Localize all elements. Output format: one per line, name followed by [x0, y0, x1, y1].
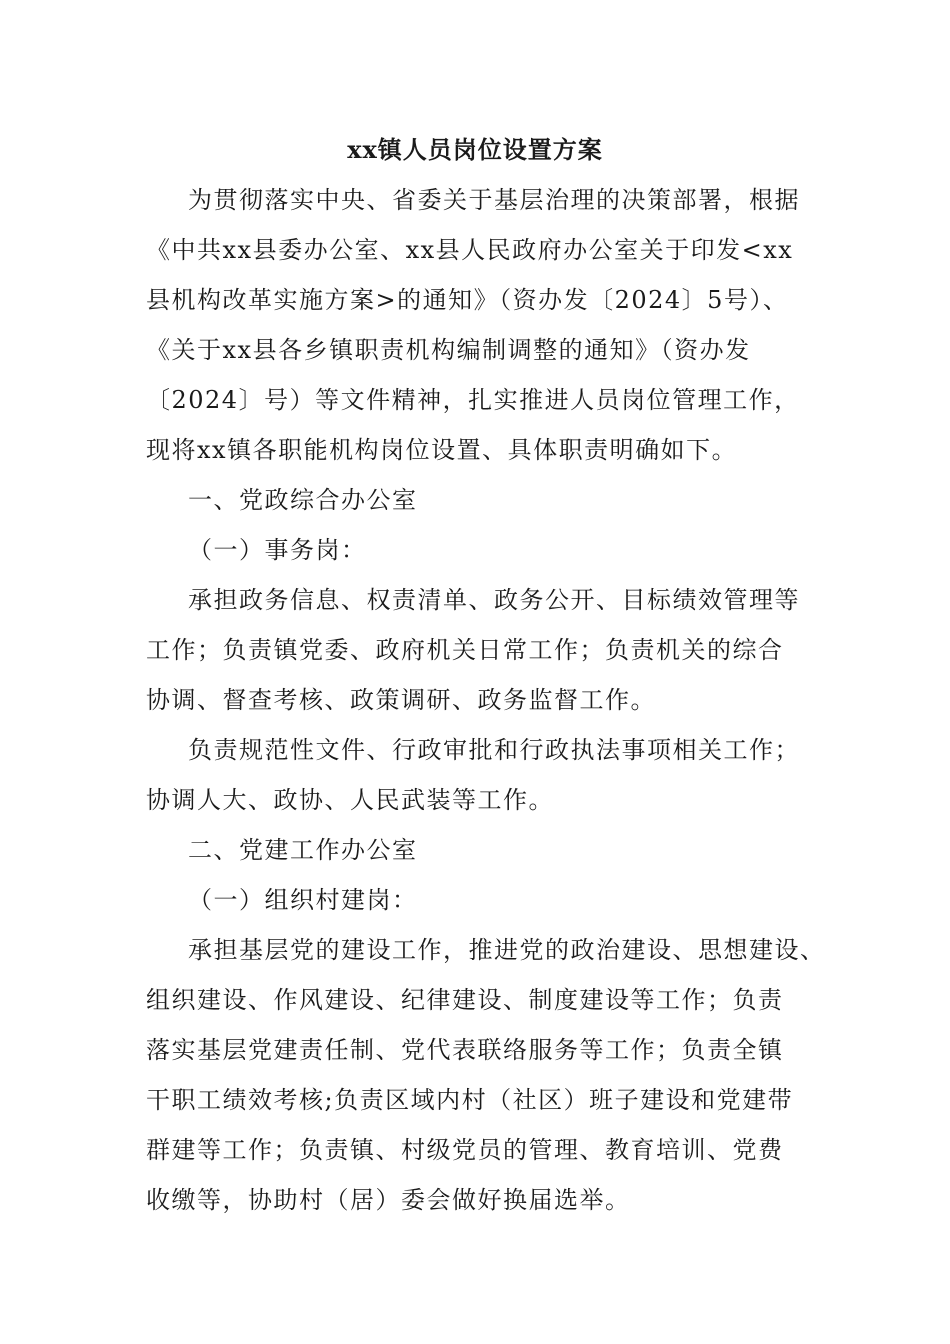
subsection-heading-2: （一）组织村建岗：	[188, 886, 418, 914]
body-line-14: 落实基层党建责任制、党代表联络服务等工作；负责全镇	[146, 1036, 784, 1064]
body-line-4: 《关于xx县各乡镇职责机构编制调整的通知》（资办发	[146, 336, 751, 364]
body-line-17: 收缴等，协助村（居）委会做好换届选举。	[146, 1186, 631, 1214]
body-line-3: 县机构改革实施方案>的通知》（资办发〔2024〕5号）、	[146, 286, 789, 314]
body-line-11: 协调人大、政协、人民武装等工作。	[146, 786, 554, 814]
section-heading-2: 二、党建工作办公室	[188, 836, 418, 864]
body-line-6: 现将xx镇各职能机构岗位设置、具体职责明确如下。	[146, 436, 738, 464]
body-line-8: 工作；负责镇党委、政府机关日常工作；负责机关的综合	[146, 636, 784, 664]
body-line-16: 群建等工作；负责镇、村级党员的管理、教育培训、党费	[146, 1136, 784, 1164]
body-line-1: 为贯彻落实中央、省委关于基层治理的决策部署，根据	[188, 186, 800, 214]
section-heading-1: 一、党政综合办公室	[188, 486, 418, 514]
body-line-5: 〔2024〕号）等文件精神，扎实推进人员岗位管理工作，	[146, 386, 800, 414]
body-line-2: 《中共xx县委办公室、xx县人民政府办公室关于印发<xx	[146, 236, 794, 264]
body-line-9: 协调、督查考核、政策调研、政务监督工作。	[146, 686, 656, 714]
body-line-12: 承担基层党的建设工作，推进党的政治建设、思想建设、	[188, 936, 826, 964]
body-line-7: 承担政务信息、权责清单、政务公开、目标绩效管理等	[188, 586, 800, 614]
document-title: xx镇人员岗位设置方案	[347, 135, 603, 164]
subsection-heading-1: （一）事务岗：	[188, 536, 367, 564]
body-line-10: 负责规范性文件、行政审批和行政执法事项相关工作；	[188, 736, 800, 764]
body-line-15: 干职工绩效考核;负责区域内村（社区）班子建设和党建带	[146, 1086, 794, 1114]
body-line-13: 组织建设、作风建设、纪律建设、制度建设等工作；负责	[146, 986, 784, 1014]
